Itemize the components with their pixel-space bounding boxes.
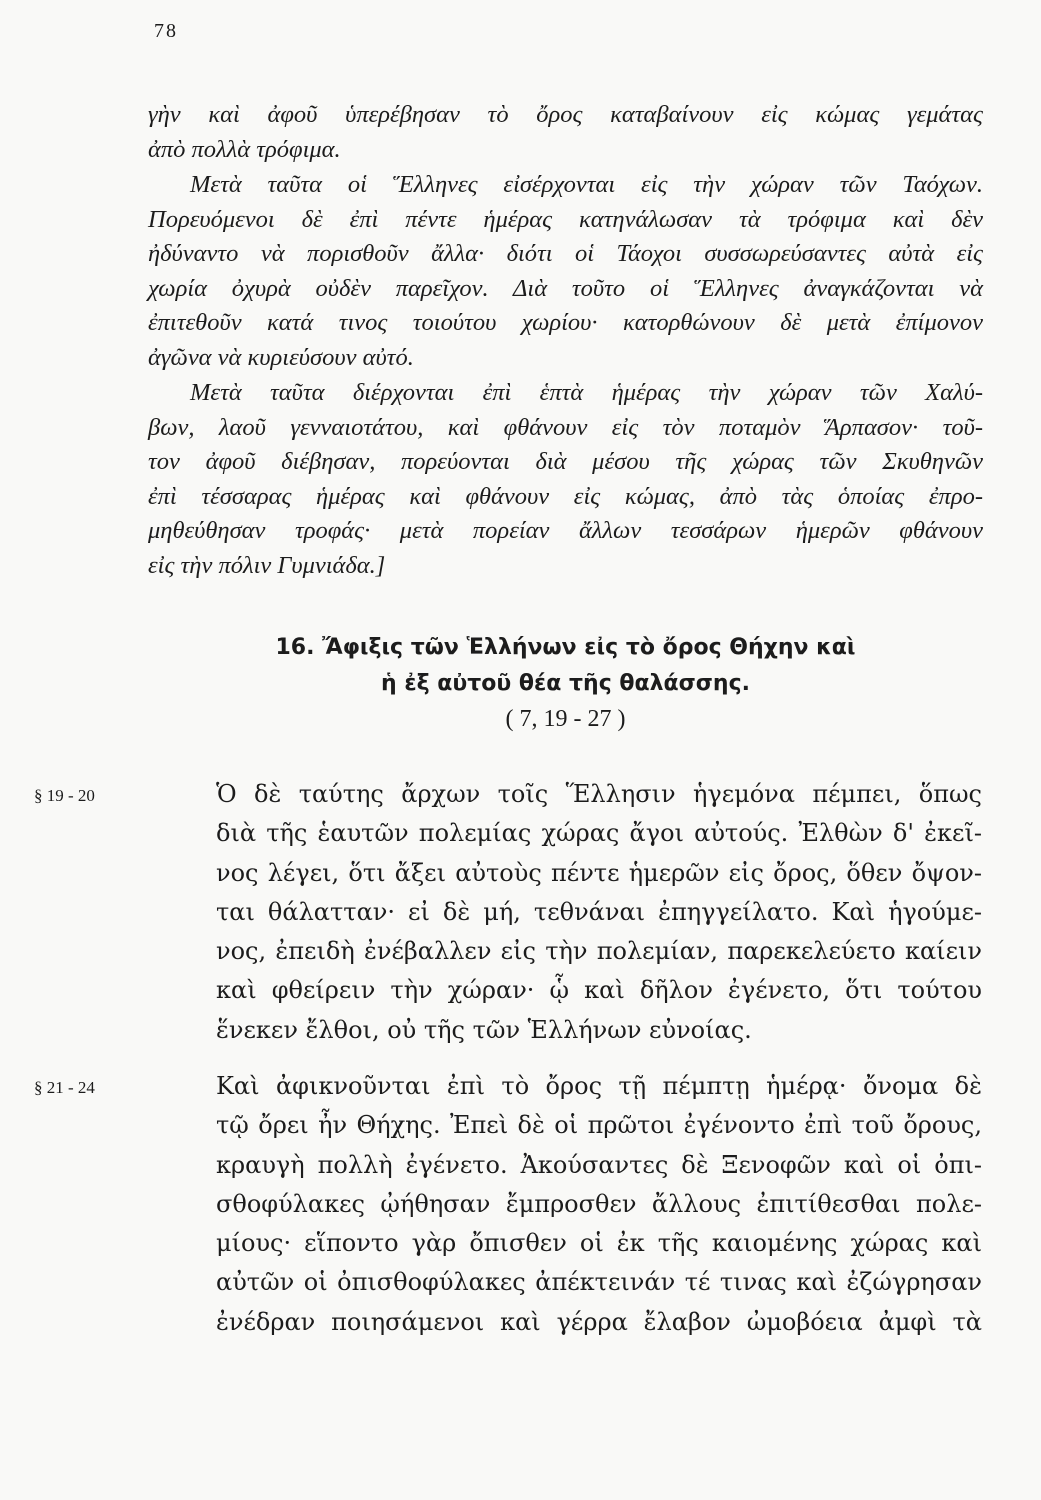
text-line: ται θάλατταν· εἰ δὲ μή, τεθνάναι ἐπηγγείλατο. Καὶ ἡγούμε- [216,897,982,926]
text-line: σθοφύλακες ᾠήθησαν ἔμπροσθεν ἄλλους ἐπιτίθεσθαι πολε- [216,1189,982,1218]
greek-paragraph-2 [216,1067,982,1342]
text-line: τον ἀφοῦ διέβησαν, πορεύονται διὰ μέσου τῆς χώρας τῶν Σκυθηνῶν [148,448,983,476]
italic-paragraph-3 [148,376,983,584]
text-line: νος, ἐπειδὴ ἐνέβαλλεν εἰς τὴν πολεμίαν, παρεκελεύετο καίειν [216,937,982,966]
text-line: ἐπιτεθοῦν κατά τινος τοιούτου χωρίου· κατορθώνουν δὲ μετὰ ἐπίμονον [148,309,983,337]
section-heading-line: 16. Ἄφιξις τῶν Ἑλλήνων εἰς τὸ ὄρος Θήχην καὶ [275,635,856,660]
text-line: νος λέγει, ὅτι ἄξει αὐτοὺς πέντε ἡμερῶν εἰς ὄρος, ὅθεν ὄψον- [216,858,982,887]
text-line: εἰς τὴν πόλιν Γυμνιάδα.] [148,551,386,579]
italic-paragraph-1 [148,98,983,167]
greek-paragraph-1 [216,775,982,1050]
text-line: Καὶ ἀφικνοῦνται ἐπὶ τὸ ὄρος τῇ πέμπτῃ ἡμέρᾳ· ὄνομα δὲ [216,1072,982,1100]
text-line: ἠδύναντο νὰ πορισθοῦν ἄλλα· διότι οἱ Τάοχοι συσσωρεύσαντες αὐτὰ εἰς [148,240,983,268]
text-line: Μετὰ ταῦτα διέρχονται ἐπὶ ἑπτὰ ἡμέρας τὴν χώραν τῶν Χαλύ- [190,379,983,406]
text-line: καὶ φθείρειν τὴν χώραν· ᾧ καὶ δῆλον ἐγένετο, ὅτι τούτου [216,976,982,1005]
italic-paragraph-2 [148,168,983,376]
text-line: γὴν καὶ ἀφοῦ ὑπερέβησαν τὸ ὄρος καταβαίνουν εἰς κώμας γεμάτας [148,101,983,128]
text-line: Μετὰ ταῦτα οἱ Ἕλληνες εἰσέρχονται εἰς τὴν χώραν τῶν Ταόχων. [190,171,983,198]
text-line: τῷ ὄρει ἦν Θήχης. Ἐπεὶ δὲ οἱ πρῶτοι ἐγένοντο ἐπὶ τοῦ ὄρους, [216,1111,982,1140]
section-heading-line: ἡ ἐξ αὐτοῦ θέα τῆς θαλάσσης. [381,671,750,696]
text-line: διὰ τῆς ἑαυτῶν πολεμίας χώρας ἄγοι αὐτούς. Ἐλθὼν δ' ἐκεῖ- [216,819,982,848]
text-line: μίους· εἵποντο γὰρ ὄπισθεν οἱ ἐκ τῆς καιομένης χώρας καὶ [216,1229,982,1258]
text-line: ἀγῶνα νὰ κυριεύσουν αὐτό. [148,343,414,371]
text-line: ἀπὸ πολλὰ τρόφιμα. [148,135,341,163]
text-line: Πορευόμενοι δὲ ἐπὶ πέντε ἡμέρας κατηνάλωσαν τὰ τρόφιμα καὶ δὲν [148,205,983,233]
text-line: κραυγὴ πολλὴ ἐγένετο. Ἀκούσαντες δὲ Ξενοφῶν καὶ οἱ ὀπι- [216,1150,982,1179]
margin-reference: § 19 - 20 [34,786,95,805]
page-number: 78 [154,20,178,42]
text-line: ἐπὶ τέσσαρας ἡμέρας καὶ φθάνουν εἰς κώμας, ἀπὸ τὰς ὁποίας ἐπρο- [148,482,983,510]
text-line: χωρία ὀχυρὰ οὐδὲν παρεῖχον. Διὰ τοῦτο οἱ Ἕλληνες ἀναγκάζονται νὰ [148,274,983,302]
text-line: αὐτῶν οἱ ὀπισθοφύλακες ἀπέκτεινάν τέ τινας καὶ ἐζώγρησαν [216,1268,982,1297]
section-reference: ( 7, 19 - 27 ) [505,706,626,732]
text-line: Ὁ δὲ ταύτης ἄρχων τοῖς Ἕλλησιν ἡγεμόνα πέμπει, ὅπως [216,780,982,808]
margin-reference: § 21 - 24 [34,1078,95,1097]
text-line: βων, λαοῦ γενναιοτάτου, καὶ φθάνουν εἰς τὸν ποταμὸν Ἅρπασον· τοῦ- [148,413,983,441]
text-line: ἐνέδραν ποιησάμενοι καὶ γέρρα ἔλαβον ὠμοβόεια ἀμφὶ τὰ [216,1307,982,1336]
text-line: ἕνεκεν ἔλθοι, οὐ τῆς τῶν Ἑλλήνων εὐνοίας. [216,1015,752,1044]
text-line: μηθεύθησαν τροφάς· μετὰ πορείαν ἄλλων τεσσάρων ἡμερῶν φθάνουν [148,517,983,545]
section-heading [148,630,983,702]
